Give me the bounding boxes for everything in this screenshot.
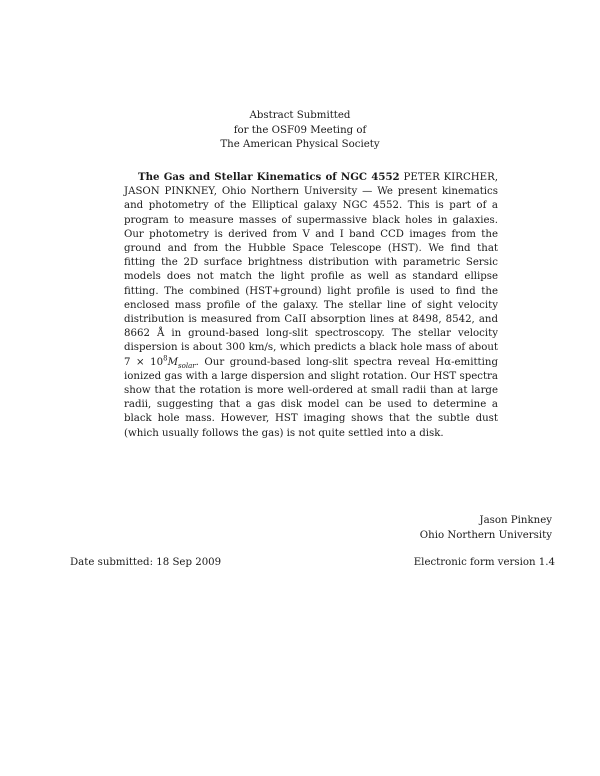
signature-name: Jason Pinkney (479, 515, 552, 526)
header-line-society: The American Physical Society (220, 139, 380, 150)
abstract-dash: — (357, 186, 378, 198)
signature-institution: Ohio Northern University (419, 529, 552, 541)
mass-symbol: M (167, 356, 179, 368)
abstract-text-part1: We present kinematics and photometry of the Elliptical galaxy NGC 4552. This is part of a program to measure masses of supermassive black holes in galaxies. Our photometry is derived from V and I band CCD images from the ground and from the Hubble Space Telescope (HST). We find that fitting the 2D surface brightness distribution with parametric Sersic models does not match the light profile as well as standard ellipse fitting. The combined (HST+ground) light profile is used to find the enclosed mass profile of the galaxy. The stellar line of sight velocity distribution is measured from CaII absorption lines at 8498, 8542, and 8662 Å in ground-based long-slit spectroscopy. The stellar velocity dispersion is about 300 km/s, which predicts a black hole mass of about 7 × 10 (124, 186, 498, 368)
abstract-text-part2: . Our ground-based long-slit spectra reveal Hα-emitting ionized gas with a large dispersion and slight rotation. Our HST spectra show that the rotation is more well-ordered at small radii than at large radii, suggesting that a gas disk model can be used to determine a black hole mass. However, HST imaging shows that the subtle dust (which usually follows the gas) is not quite settled into a disk. (124, 356, 498, 439)
header-line-submitted: Abstract Submitted (249, 110, 351, 121)
abstract-body (124, 170, 498, 441)
form-version: Electronic form version 1.4 (413, 557, 555, 568)
abstract-authors: PETER KIRCHER, JASON PINKNEY, Ohio Northern University (124, 172, 498, 198)
date-submitted: Date submitted: 18 Sep 2009 (70, 557, 222, 568)
mass-subscript: solar (178, 361, 196, 370)
signature-block (420, 514, 552, 543)
abstract-title: The Gas and Stellar Kinematics of NGC 4552 (138, 171, 400, 183)
mass-exponent: 8 (163, 354, 168, 363)
header-line-meeting: for the OSF09 Meeting of (233, 124, 367, 136)
abstract-header (0, 109, 600, 153)
